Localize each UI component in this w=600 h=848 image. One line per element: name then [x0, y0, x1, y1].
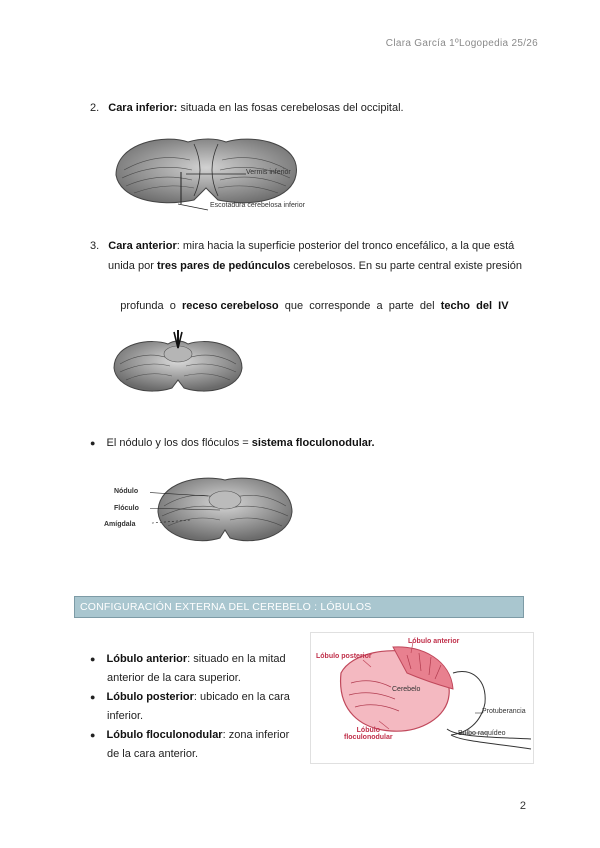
lobulo-anterior-line1: : situado en la mitad	[187, 653, 286, 665]
label-cerebelo: Cerebelo	[392, 686, 421, 693]
page-number: 2	[519, 800, 526, 812]
bullet-flocular-text: El nódulo y los dos flóculos =	[106, 437, 252, 449]
label-lobulo-anterior: Lóbulo anterior	[408, 638, 460, 645]
figure-lobulos	[310, 632, 534, 764]
label-lobulo-posterior: Lóbulo posterior	[316, 653, 372, 660]
lobulo-item-anterior	[90, 650, 306, 688]
label-amigdala: Amígdala	[104, 521, 136, 528]
item-3-line3-mid: que corresponde a parte del	[278, 300, 441, 312]
lobulo-floculonodular-line1: : zona inferior	[222, 729, 290, 741]
item-3-bold3: receso cerebeloso	[182, 300, 279, 312]
item-2-number: 2.	[90, 102, 100, 114]
bullet-dot: ●	[90, 438, 96, 448]
lobulo-posterior-bold: Lóbulo posterior	[106, 691, 194, 703]
bullet-dot: ●	[90, 692, 96, 702]
label-vermis-inferior: Vermis inferior	[246, 169, 291, 176]
item-2	[90, 98, 404, 118]
item-3-bold2: tres pares de pedúnculos	[156, 260, 291, 272]
lobulo-item-floculonodular	[90, 726, 306, 764]
bullet-dot: ●	[90, 730, 96, 740]
item-2-text: situada en las fosas cerebelosas del occipital.	[177, 102, 404, 114]
bullet-floculonodular	[90, 433, 375, 453]
item-3-line2-post: cerebelosos. En su parte central existe presión	[290, 260, 522, 272]
label-flocu-line2: floculonodular	[344, 734, 393, 741]
lobulo-posterior-line1: : ubicado en la cara	[193, 691, 290, 703]
label-bulbo-raquideo: Bulbo raquídeo	[458, 730, 506, 737]
label-escotadura: Escotadura cerebelosa inferior	[210, 202, 305, 209]
label-lobulo-floculonodular	[344, 727, 393, 741]
label-flocu-line1: Lóbulo	[356, 727, 380, 734]
lobulos-list	[90, 650, 306, 764]
item-2-bold: Cara inferior:	[108, 102, 178, 114]
lobulo-floculonodular-bold: Lóbulo floculonodular	[106, 729, 223, 741]
lobulo-anterior-line2: anterior de la cara superior.	[107, 672, 241, 684]
item-3-line3-pre: profunda o	[120, 300, 183, 312]
label-nodulo: Nódulo	[114, 488, 139, 495]
figure-floculonodular	[150, 470, 300, 548]
lobulo-anterior-bold: Lóbulo anterior	[106, 653, 188, 665]
label-floculo: Flóculo	[114, 505, 139, 512]
bullet-flocular-bold: sistema floculonodular.	[251, 437, 375, 449]
lobulo-posterior-line2: inferior.	[107, 710, 144, 722]
cerebellum-flocculonodular-image	[150, 470, 300, 548]
bullet-dot: ●	[90, 654, 96, 664]
lobulo-floculonodular-line2: de la cara anterior.	[107, 748, 199, 760]
lobulo-item-posterior	[90, 688, 306, 726]
item-3-number: 3.	[90, 240, 100, 252]
figure-cara-anterior	[108, 328, 248, 398]
cerebellum-anterior-image	[108, 328, 248, 398]
item-3-bold1: Cara anterior	[108, 240, 177, 252]
item-3-line2-pre: unida por	[108, 260, 157, 272]
item-3-bold4: techo del IV	[440, 300, 509, 312]
item-3-text1: : mira hacia la superficie posterior del tronco encefálico, a la que está	[176, 240, 515, 252]
document-header: Clara García 1ºLogopedia 25/26	[385, 38, 538, 49]
label-protuberancia: Protuberancia	[482, 708, 526, 715]
section-heading: CONFIGURACIÓN EXTERNA DEL CEREBELO : LÓBULOS	[80, 601, 372, 613]
